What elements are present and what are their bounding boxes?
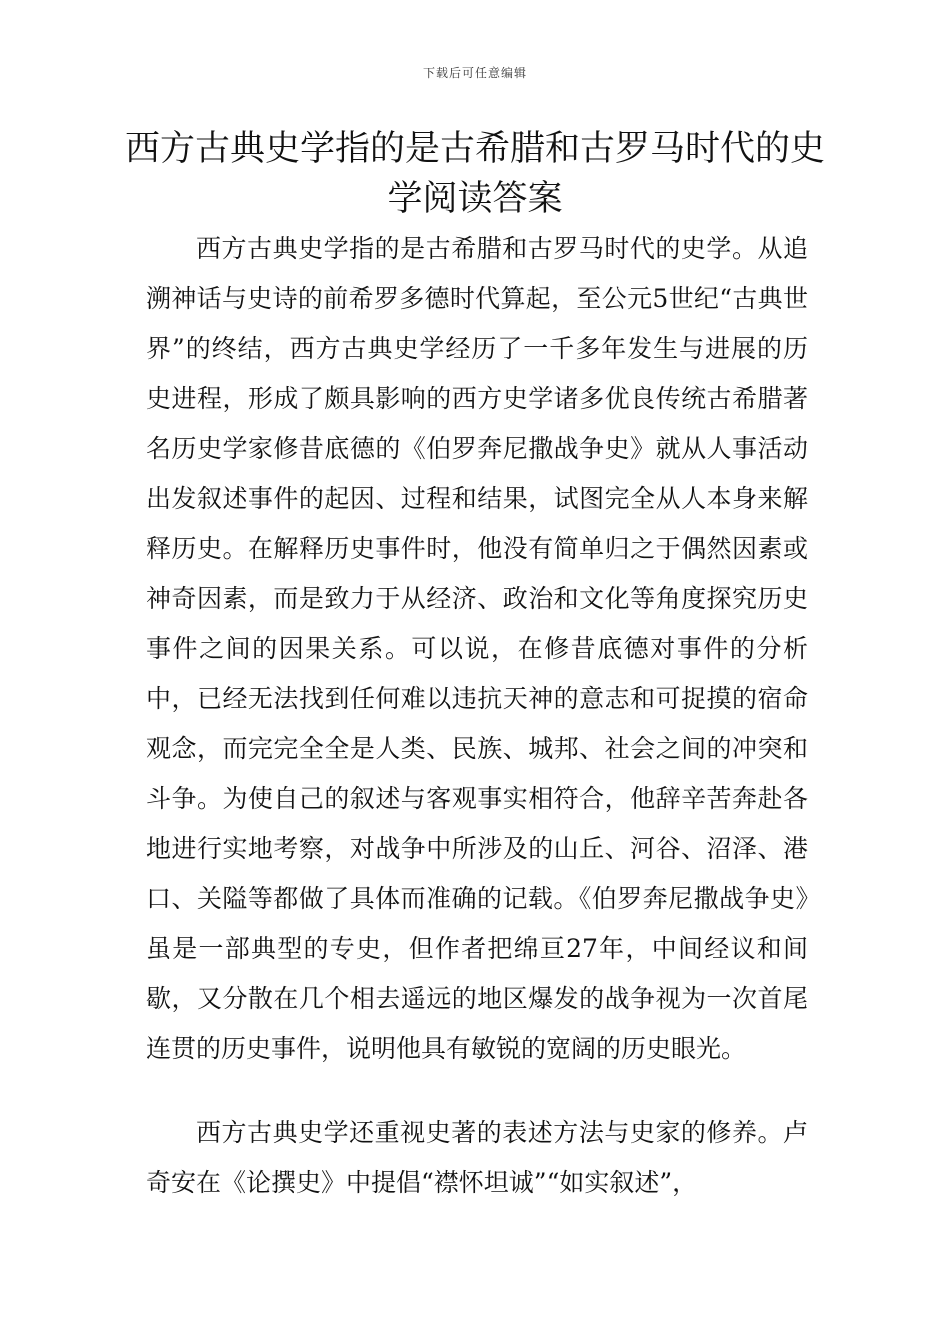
header-note: 下载后可任意编辑: [422, 66, 527, 80]
paragraph-2: 西方古典史学还重视史著的表述方法与史家的修养。卢奇安在《论撰史》中提倡“襟怀坦诚”“如实叙述”，: [146, 1118, 808, 1197]
document-body: [146, 224, 808, 1208]
paragraph-1: 西方古典史学指的是古希腊和古罗马时代的史学。从追溯神话与史诗的前希罗多德时代算起，至公元5世纪“古典世界”的终结，西方古典史学经历了一千多年发生与进展的历史进程，形成了颇具影响的西方史学诸多优良传统古希腊著名历史学家修昔底德的《伯罗奔尼撒战争史》就从人事活动出发叙述事件的起因、过程和结果，试图完全从人本身来解释历史。在解释历史事件时，他没有简单归之于偶然因素或神奇因素，而是致力于从经济、政治和文化等角度探究历史事件之间的因果关系。可以说，在修昔底德对事件的分析中，已经无法找到任何难以违抗天神的意志和可捉摸的宿命观念，而完完全全是人类、民族、城邦、社会之间的冲突和斗争。为使自己的叙述与客观事实相符合，他辞辛苦奔赴各地进行实地考察，对战争中所涉及的山丘、河谷、沼泽、港口、关隘等都做了具体而准确的记载。《伯罗奔尼撒战争史》虽是一部典型的专史，但作者把绵亘27年，中间经议和间歇，又分散在几个相去遥远的地区爆发的战争视为一次首尾连贯的历史事件，说明他具有敏锐的宽阔的历史眼光。: [146, 234, 808, 1063]
document-title: 西方古典史学指的是古希腊和古罗马时代的史学阅读答案: [124, 129, 825, 219]
